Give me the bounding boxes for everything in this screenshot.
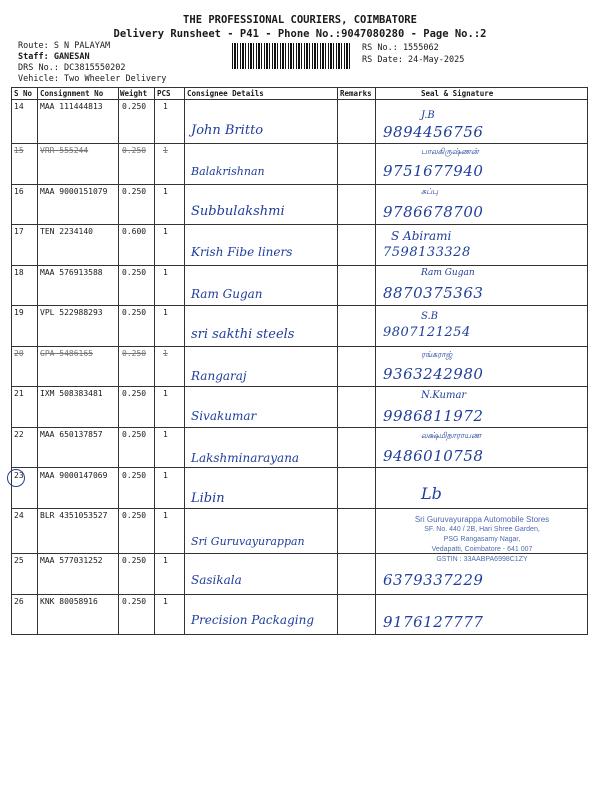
row-phone: 6379337229: [383, 571, 484, 589]
company-stamp: [392, 515, 572, 565]
row-consignment: BLR 4351053527: [40, 511, 108, 520]
row-consignee-name: Lakshminarayana: [191, 451, 300, 465]
row-pcs: 1: [163, 597, 168, 606]
row-weight: 0.250: [122, 430, 147, 439]
col-pcs: PCS: [157, 89, 171, 98]
row-signature: N.Kumar: [421, 390, 467, 401]
row-phone: 8870375363: [383, 284, 484, 302]
row-weight: 0.250: [122, 268, 147, 277]
col-sno: S No: [14, 89, 33, 98]
row-phone: 9807121254: [383, 325, 471, 340]
col-consignment: Consignment No: [40, 89, 104, 98]
vehicle-label: Vehicle: Two Wheeler Delivery: [18, 74, 167, 84]
row-consignment: MAA 9000151079: [40, 187, 108, 196]
row-consignment: MAA 111444813: [40, 102, 103, 111]
stamp-line: PSG Rangasamy Nagar,: [443, 536, 521, 543]
row-weight: 0.250: [122, 389, 147, 398]
row-pcs: 1: [163, 227, 168, 236]
row-signature: லக்ஷ்மிநாராயண: [421, 431, 482, 440]
row-consignee-name: Sasikala: [191, 573, 242, 587]
row-sno: 25: [14, 556, 24, 565]
row-signature: பாலகிருஷ்ணன்: [421, 147, 479, 156]
row-signature: J.B: [421, 110, 435, 121]
row-consignee-name: Subbulakshmi: [191, 204, 285, 219]
rs-no-label: RS No.: 1555062: [362, 43, 439, 53]
col-consignee: Consignee Details: [187, 89, 264, 98]
row-sno: 15: [14, 146, 24, 155]
row-sno: 22: [14, 430, 24, 439]
row-phone: 9786678700: [383, 203, 484, 221]
row-pcs: 1: [163, 471, 168, 480]
barcode-image: [232, 43, 350, 69]
row-sno: 18: [14, 268, 24, 277]
row-weight: 0.250: [122, 556, 147, 565]
rs-date-label: RS Date: 24-May-2025: [362, 55, 465, 65]
row-sno: 24: [14, 511, 24, 520]
row-consignee-name: Krish Fibe liners: [191, 245, 293, 259]
row-weight: 0.250: [122, 597, 147, 606]
row-consignment: VPL 522988293: [40, 308, 103, 317]
row-weight: 0.250: [122, 511, 147, 520]
row-consignee-name: Sri Guruvayurappan: [191, 535, 305, 548]
row-consignment: KNK 80058916: [40, 597, 98, 606]
stamp-line: Sri Guruvayurappa Automobile Stores: [414, 515, 550, 524]
row-sno: 23: [14, 471, 24, 480]
staff-label: Staff: GANESAN: [18, 52, 90, 62]
row-consignee-name: sri sakthi steels: [191, 327, 295, 342]
runsheet-title: THE PROFESSIONAL COURIERS, COIMBATORE: [183, 14, 417, 26]
row-pcs: 1: [163, 389, 168, 398]
row-phone: 9363242980: [383, 365, 484, 383]
row-consignment: TEN 2234140: [40, 227, 93, 236]
route-label: Route: S N PALAYAM: [18, 41, 111, 51]
circle-mark: [7, 469, 25, 487]
row-weight: 0.250: [122, 102, 147, 111]
row-pcs: 1: [163, 187, 168, 196]
stamp-line: Vedapatti, Coimbatore - 641 007: [431, 546, 533, 553]
row-pcs: 1: [163, 268, 168, 277]
row-signature: Lb: [421, 484, 442, 503]
row-signature: சுப்பு: [421, 187, 439, 196]
row-sno: 17: [14, 227, 24, 236]
row-signature: ரங்கராஜ்: [421, 350, 453, 359]
row-consignee-name: Rangaraj: [191, 369, 247, 383]
row-consignment: MAA 577031252: [40, 556, 103, 565]
row-phone: 9176127777: [383, 613, 484, 631]
row-sno: 20: [14, 349, 24, 358]
row-phone: 9486010758: [383, 447, 484, 465]
row-weight: 0.250: [122, 349, 147, 358]
stamp-line: SF. No. 440 / 2B, Hari Shree Garden,: [424, 526, 540, 533]
row-consignee-name: Sivakumar: [191, 409, 257, 423]
row-sno: 16: [14, 187, 24, 196]
row-consignee-name: Libin: [191, 491, 225, 506]
drs-label: DRS No.: DC3815550202: [18, 63, 126, 73]
row-sno: 21: [14, 389, 24, 398]
row-pcs: 1: [163, 349, 168, 358]
row-phone: 7598133328: [383, 245, 471, 260]
row-consignment: GPA 5486165: [40, 349, 93, 358]
col-remarks: Remarks: [340, 89, 372, 98]
row-pcs: 1: [163, 308, 168, 317]
row-signature: Ram Gugan: [421, 268, 475, 278]
row-consignment: IXM 508383481: [40, 389, 103, 398]
row-pcs: 1: [163, 511, 168, 520]
row-consignment: MAA 576913588: [40, 268, 103, 277]
row-weight: 0.600: [122, 227, 147, 236]
row-phone: 9894456756: [383, 123, 484, 141]
stamp-line: GSTIN : 33AABPA6998C1ZY: [436, 556, 528, 563]
row-weight: 0.250: [122, 146, 147, 155]
row-consignment: MAA 9000147069: [40, 471, 108, 480]
row-weight: 0.250: [122, 308, 147, 317]
row-consignment: MAA 650137857: [40, 430, 103, 439]
row-signature: S.B: [421, 311, 439, 322]
row-pcs: 1: [163, 556, 168, 565]
row-consignee-name: Balakrishnan: [191, 165, 265, 178]
row-consignee-name: Ram Gugan: [191, 287, 263, 301]
row-weight: 0.250: [122, 187, 147, 196]
row-phone: 9751677940: [383, 162, 484, 180]
row-consignment: VRR 555244: [40, 146, 89, 155]
row-signature: S Abirami: [391, 229, 452, 243]
row-sno: 14: [14, 102, 24, 111]
runsheet-subtitle: Delivery Runsheet - P41 - Phone No.:9047080280 - Page No.:2: [113, 28, 487, 40]
row-pcs: 1: [163, 102, 168, 111]
row-consignee-name: John Britto: [191, 123, 264, 138]
row-consignee-name: Precision Packaging: [191, 613, 314, 627]
row-pcs: 1: [163, 146, 168, 155]
row-weight: 0.250: [122, 471, 147, 480]
col-weight: Weight: [120, 89, 148, 98]
col-signature: Seal & Signature: [421, 89, 494, 98]
row-pcs: 1: [163, 430, 168, 439]
row-sno: 19: [14, 308, 24, 317]
row-sno: 26: [14, 597, 24, 606]
row-phone: 9986811972: [383, 407, 484, 425]
